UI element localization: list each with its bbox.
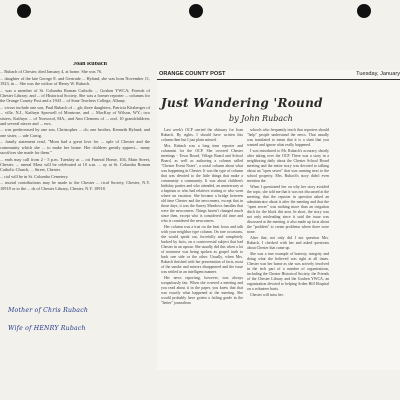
handwritten-note-mother: Mother of Chris Rubach xyxy=(8,307,89,314)
binder-hole xyxy=(17,4,31,18)
masthead xyxy=(157,70,400,80)
article-paragraph: I was introduced to Mr. Rubach's accuracy shortly after taking over the OCP. There was a story in a neighboring daily about the Chester School Board meeting and the entire story was devoted to talking about an "open sewer" that was running next to the school property. Mrs. Rubach's story didn't even mention the. xyxy=(247,149,329,183)
masthead-paper-name: ORANGE COUNTY POST xyxy=(159,71,226,77)
obituary-paragraph: ... ends may call from 2 - 5 p.m. Tuesday at ... ott Funeral Home, 104, Main Street, Chester. ... uneral Mass will be celebrated at 10 a.m. ... ay at St. Columba Roman Catholic Church, ... Street, Chester. xyxy=(0,156,150,173)
obituary-paragraph: ... family statement read, "Mom had a great love for ... ople of Chester and the community which she ... to make her home. Her children greatly appreci... many sacrifices she made for them." xyxy=(0,139,150,156)
handwritten-note-wife: Wife of HENRY Rubach xyxy=(8,325,86,332)
article-paragraph: Chester will miss her. xyxy=(250,293,284,297)
obituary-paragraph: ... vivors include one son, Paul Rubach of ... gh; three daughters, Patricia Kitzberger of ... ville, N.J., Kathryn Sprowell of Montrose, and ... MacKay of Wilson, WY.; two sisters, Kathryn ... of Norwood, MA., and Ann Clemens of ... ood, 10 grandchildren; and several nieces and ... ews. xyxy=(0,104,150,127)
obituary-paragraph: ... rial will be in St. Columba Cemetery. xyxy=(0,173,69,179)
article-paragraph: She was a true example of honesty, integrity and doing what she believed was right at all times. Chester was her home as she was actively involved in the tech part of a number of organizations, including the Chester Historical Society, the Friends of the Chester Library and the Goshen YWCA, an organization devoted to helping Arden Hill Hospital on a volunteer basis. xyxy=(247,252,329,291)
handwritten-byline: by John Rubach xyxy=(229,114,293,123)
obituary-paragraph: ... morial contributions may be made to the Chester ... rical Society, Chester, N.Y. 10918 or to the ... ds of Chester Library, Chester, N.Y. 10918. xyxy=(0,180,150,191)
newspaper-clipping xyxy=(157,70,400,370)
obituary-paragraph: ... was a member of St. Columba Roman Catholic ... Goshen YWCA; Friends of Chester Library; and ... of Historical Society. She was a former reporter ... columns for the Orange County Post and a 1943 ... of State Teachers College, Albany. xyxy=(0,87,150,104)
binder-hole xyxy=(357,4,371,18)
article-paragraph: After that, not only did I not question Mrs. Rubach, I checked with her and asked questions about Chester that came up. xyxy=(247,236,329,250)
article-column-2 xyxy=(247,128,329,368)
article-column-1 xyxy=(161,128,243,368)
obituary-title: Joan Rubach xyxy=(73,62,107,67)
article-paragraph: Last week's OCP carried the obituary for Joan Rubach. By rights, I should have written this column then but I just plain missed. xyxy=(161,128,243,142)
article-paragraph: schools who frequently teach that reporters should "help" people understand the news. That usually was translated to mean that it is a slant that you wanted and ignore what really happened. xyxy=(247,128,329,147)
obituary-paragraph: ... daughter of the late George E. and Gertrude ... Hyland, she was born November 11, 1923, in ... She was the widow of Henry W. Rubach. xyxy=(0,75,150,87)
article-paragraph: Mrs. Rubach was a long time reporter and columnist for the OCP. She covered Chester meetings - Town Board, Village Board and School Board, as well as authoring a column called "Chester Event Notes", a social column about what was happening in Chester. It was the type of column that was devoted to the little things that make a community a community. It was about children's birthday parties and who attended, an anniversary at a baptism or who had relatives visiting or who went where on vacation. She became a bridge between old time Chester and the newcomers, except that in those days, it was the Surrey Meadows families that were the newcomers. Things haven't changed much since then, except who is considered old time and who is considered the newcomers. xyxy=(161,144,243,223)
column-headline: Just Wandering 'Round xyxy=(161,96,323,110)
article-paragraph: Her news reporting, however, was always scrupulously fair. When she covered a meeting and you read about it in the paper, you knew that that was exactly what happened at the meeting. She would probably have gotten a failing grade in the "better" journalism xyxy=(161,276,243,305)
article-column-3 xyxy=(333,128,400,368)
binder-hole xyxy=(189,4,203,18)
obituary-paragraph: ... Rubach of Chester, died January 4, at home. She was 76. xyxy=(0,69,102,75)
obituary-paragraph: ... was predeceased by one son, Christopher ... ch; one brother, Kenneth Hyland; and one sister, ... ude Carrig. xyxy=(0,127,150,138)
masthead-date: Tuesday, January xyxy=(356,71,400,77)
article-paragraph: Her column was a true on the beat focus and talk with your neighbor type column. On rare occasions, she would speak out, forcefully and completely backed by facts, on a controversial subject that had Chester in an uproar. She usually did this when a lot of nonsense was being spoken as gospel truth to back one side or the other. Usually, when Mrs. Rubach finished with her presentation of facts, most of the smoke and mirrors disappeared and the issue was settled in an intelligent manner. xyxy=(161,225,243,274)
article-paragraph: When I questioned her on why her story avoided the topic, she told me that it was not discussed at the meeting, that the reporter in question asked an administrator about it after the meeting and that the "open sewer" was nothing more than an irrigation ditch for the black dirt area. In short, the story was not only misleading since it said the issue was discussed at the meeting, it also made up facts about the "problem" to create problems where there were none. xyxy=(247,185,329,234)
obituary-clipping xyxy=(0,62,150,362)
